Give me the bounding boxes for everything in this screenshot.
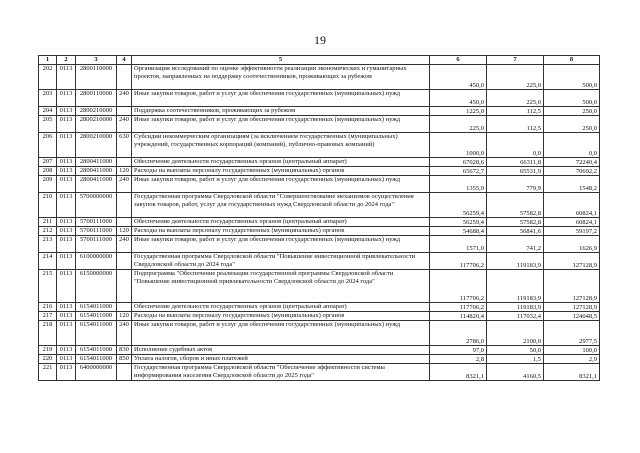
target-article-cell: 6154011000 [76,303,117,312]
description-cell: Подпрограмма "Обеспечение реализации государственной программы Свердловской области "Повышение инвестиционной привлекательности Свердловской области до 2024 года" [132,270,430,303]
section-code-cell: 0113 [57,176,76,193]
expense-type-cell [117,303,132,312]
row-number-cell: 204 [39,107,57,116]
amount-year1-cell: 2,8 [430,355,487,364]
description-cell: Государственная программа Свердловской области "Совершенствование механизмов осуществления закупок товаров, работ, услуг для государственных нужд Свердловской области до 2024 года" [132,193,430,218]
table-row [39,107,600,116]
amount-year2-cell: 119183,9 [487,270,544,303]
description-cell: Уплата налогов, сборов и иных платежей [132,355,430,364]
expense-type-cell: 240 [117,90,132,107]
row-number-cell: 219 [39,346,57,355]
table-row [39,346,600,355]
amount-year1-cell: 1571,0 [430,236,487,253]
header-cell: 5 [132,56,430,65]
expense-type-cell: 120 [117,312,132,321]
row-number-cell: 206 [39,133,57,158]
amount-year3-cell: 59197,2 [544,227,600,236]
table-row [39,218,600,227]
description-cell: Иные закупки товаров, работ и услуг для обеспечения государственных (муниципальных) нужд [132,321,430,346]
section-code-cell: 0113 [57,236,76,253]
amount-year1-cell: 117706,2 [430,270,487,303]
row-number-cell: 205 [39,116,57,133]
amount-year1-cell: 67028,6 [430,158,487,167]
table-row [39,176,600,193]
target-article-cell: 2800210000 [76,116,117,133]
page-number: 19 [314,33,326,47]
row-number-cell: 216 [39,303,57,312]
amount-year1-cell: 1000,0 [430,133,487,158]
amount-year3-cell: 127128,9 [544,303,600,312]
row-number-cell: 210 [39,193,57,218]
target-article-cell: 6154011000 [76,346,117,355]
target-article-cell: 6100000000 [76,253,117,270]
table-row [39,167,600,176]
target-article-cell: 6150000000 [76,270,117,303]
table-row [39,236,600,253]
header-cell: 4 [117,56,132,65]
target-article-cell: 5700000000 [76,193,117,218]
amount-year2-cell: 779,9 [487,176,544,193]
amount-year2-cell: 112,5 [487,107,544,116]
table-row [39,158,600,167]
amount-year3-cell: 127128,9 [544,253,600,270]
amount-year1-cell: 450,0 [430,90,487,107]
row-number-cell: 214 [39,253,57,270]
expense-type-cell [117,158,132,167]
table-row [39,65,600,90]
amount-year3-cell: 2977,5 [544,321,600,346]
section-code-cell: 0113 [57,193,76,218]
row-number-cell: 217 [39,312,57,321]
description-cell: Расходы на выплаты персоналу государственных (муниципальных) органов [132,312,430,321]
expense-type-cell: 240 [117,116,132,133]
row-number-cell: 212 [39,227,57,236]
amount-year3-cell: 250,0 [544,116,600,133]
description-cell: Иные закупки товаров, работ и услуг для обеспечения государственных (муниципальных) нужд [132,90,430,107]
amount-year3-cell: 1548,2 [544,176,600,193]
section-code-cell: 0113 [57,65,76,90]
amount-year2-cell: 117032,4 [487,312,544,321]
amount-year1-cell: 1355,9 [430,176,487,193]
description-cell: Иные закупки товаров, работ и услуг для обеспечения государственных (муниципальных) нужд [132,116,430,133]
amount-year2-cell: 225,0 [487,65,544,90]
amount-year2-cell: 57582,8 [487,193,544,218]
description-cell: Обеспечение деятельности государственных органов (центральный аппарат) [132,218,430,227]
target-article-cell: 6154011000 [76,355,117,364]
table-row [39,270,600,303]
section-code-cell: 0113 [57,107,76,116]
amount-year3-cell: 8321,1 [544,364,600,381]
amount-year1-cell: 54688,4 [430,227,487,236]
expense-type-cell: 240 [117,176,132,193]
amount-year2-cell: 741,2 [487,236,544,253]
amount-year2-cell: 50,0 [487,346,544,355]
expense-type-cell [117,253,132,270]
description-cell: Иные закупки товаров, работ и услуг для обеспечения государственных (муниципальных) нужд [132,176,430,193]
row-number-cell: 203 [39,90,57,107]
table-row [39,303,600,312]
target-article-cell: 2800411000 [76,158,117,167]
amount-year1-cell: 450,0 [430,65,487,90]
amount-year3-cell: 500,0 [544,65,600,90]
row-number-cell: 213 [39,236,57,253]
amount-year1-cell: 2786,0 [430,321,487,346]
amount-year3-cell: 500,0 [544,90,600,107]
row-number-cell: 208 [39,167,57,176]
target-article-cell: 5700111000 [76,218,117,227]
description-cell: Расходы на выплаты персоналу государственных (муниципальных) органов [132,167,430,176]
amount-year1-cell: 117706,2 [430,253,487,270]
expense-type-cell: 120 [117,167,132,176]
description-cell: Обеспечение деятельности государственных органов (центральный аппарат) [132,303,430,312]
section-code-cell: 0113 [57,90,76,107]
amount-year1-cell: 97,0 [430,346,487,355]
description-cell: Поддержка соотечественников, проживающих за рубежом [132,107,430,116]
target-article-cell: 2800210000 [76,107,117,116]
amount-year1-cell: 225,0 [430,116,487,133]
target-article-cell: 6400000000 [76,364,117,381]
description-cell: Обеспечение деятельности государственных органов (центральный аппарат) [132,158,430,167]
amount-year3-cell: 127128,9 [544,270,600,303]
amount-year2-cell: 66311,8 [487,158,544,167]
section-code-cell: 0113 [57,321,76,346]
expense-type-cell: 850 [117,355,132,364]
budget-table [38,55,600,381]
amount-year1-cell: 56259,4 [430,218,487,227]
target-article-cell: 2800110000 [76,90,117,107]
section-code-cell: 0113 [57,253,76,270]
amount-year3-cell: 0,0 [544,133,600,158]
table-row [39,364,600,381]
header-cell: 6 [430,56,487,65]
section-code-cell: 0113 [57,227,76,236]
amount-year2-cell: 225,0 [487,90,544,107]
section-code-cell: 0113 [57,270,76,303]
amount-year3-cell: 70692,2 [544,167,600,176]
section-code-cell: 0113 [57,364,76,381]
target-article-cell: 2800210000 [76,133,117,158]
header-cell: 3 [76,56,117,65]
expense-type-cell: 630 [117,133,132,158]
amount-year1-cell: 56259,4 [430,193,487,218]
target-article-cell: 2800411000 [76,167,117,176]
amount-year1-cell: 65672,7 [430,167,487,176]
table-row [39,90,600,107]
amount-year1-cell: 114820,4 [430,312,487,321]
row-number-cell: 220 [39,355,57,364]
expense-type-cell [117,364,132,381]
header-cell: 8 [544,56,600,65]
amount-year3-cell: 1626,9 [544,236,600,253]
section-code-cell: 0113 [57,167,76,176]
amount-year2-cell: 57582,8 [487,218,544,227]
expense-type-cell [117,65,132,90]
table-header-row [39,56,600,65]
expense-type-cell [117,270,132,303]
target-article-cell: 6154011000 [76,321,117,346]
row-number-cell: 218 [39,321,57,346]
section-code-cell: 0113 [57,312,76,321]
header-cell: 2 [57,56,76,65]
section-code-cell: 0113 [57,346,76,355]
row-number-cell: 221 [39,364,57,381]
description-cell: Организация исследований по оценке эффективности реализации экономических и гуманитарных проектов, направленных на поддержку соотечественников, проживающих за рубежом [132,65,430,90]
row-number-cell: 207 [39,158,57,167]
table-row [39,253,600,270]
table-row [39,193,600,218]
description-cell: Исполнение судебных актов [132,346,430,355]
description-cell: Государственная программа Свердловской области "Обеспечение эффективности системы информирования населения Свердловской области до 2025 года" [132,364,430,381]
expense-type-cell [117,193,132,218]
amount-year3-cell: 250,0 [544,107,600,116]
header-cell: 1 [39,56,57,65]
section-code-cell: 0113 [57,116,76,133]
amount-year3-cell: 124048,5 [544,312,600,321]
description-cell: Субсидии некоммерческим организациям (за исключением государственных (муниципальных) учреждений, государственных корпораций (компаний), публично-правовых компаний) [132,133,430,158]
amount-year2-cell: 1,5 [487,355,544,364]
table-row [39,116,600,133]
amount-year1-cell: 1225,0 [430,107,487,116]
row-number-cell: 209 [39,176,57,193]
expense-type-cell [117,107,132,116]
table-row [39,227,600,236]
target-article-cell: 5700111000 [76,227,117,236]
expense-type-cell [117,218,132,227]
target-article-cell: 6154011000 [76,312,117,321]
amount-year3-cell: 100,0 [544,346,600,355]
amount-year1-cell: 8321,1 [430,364,487,381]
target-article-cell: 2800411000 [76,176,117,193]
row-number-cell: 215 [39,270,57,303]
amount-year2-cell: 2100,0 [487,321,544,346]
row-number-cell: 202 [39,65,57,90]
row-number-cell: 211 [39,218,57,227]
amount-year3-cell: 60824,1 [544,218,600,227]
table-row [39,312,600,321]
expense-type-cell: 120 [117,227,132,236]
amount-year2-cell: 56841,6 [487,227,544,236]
description-cell: Иные закупки товаров, работ и услуг для обеспечения государственных (муниципальных) нужд [132,236,430,253]
table-row [39,321,600,346]
description-cell: Государственная программа Свердловской области "Повышение инвестиционной привлекательности Свердловской области до 2024 года" [132,253,430,270]
section-code-cell: 0113 [57,355,76,364]
section-code-cell: 0113 [57,303,76,312]
amount-year3-cell: 2,9 [544,355,600,364]
header-cell: 7 [487,56,544,65]
target-article-cell: 2800110000 [76,65,117,90]
amount-year3-cell: 60824,1 [544,193,600,218]
amount-year2-cell: 65531,9 [487,167,544,176]
expense-type-cell: 240 [117,236,132,253]
description-cell: Расходы на выплаты персоналу государственных (муниципальных) органов [132,227,430,236]
amount-year2-cell: 119183,9 [487,253,544,270]
amount-year2-cell: 4160,5 [487,364,544,381]
table-row [39,355,600,364]
table-row [39,133,600,158]
table-body [39,65,600,381]
section-code-cell: 0113 [57,218,76,227]
amount-year3-cell: 72240,4 [544,158,600,167]
amount-year2-cell: 0,0 [487,133,544,158]
section-code-cell: 0113 [57,158,76,167]
expense-type-cell: 240 [117,321,132,346]
amount-year1-cell: 117706,2 [430,303,487,312]
amount-year2-cell: 119183,9 [487,303,544,312]
target-article-cell: 5700111000 [76,236,117,253]
expense-type-cell: 830 [117,346,132,355]
amount-year2-cell: 112,5 [487,116,544,133]
section-code-cell: 0113 [57,133,76,158]
